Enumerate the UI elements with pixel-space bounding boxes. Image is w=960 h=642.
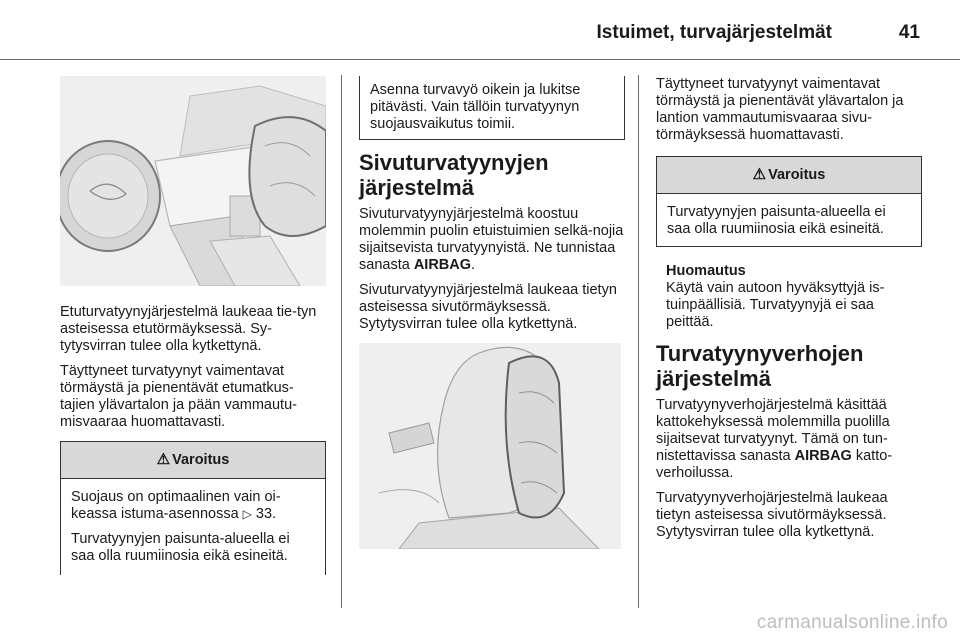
warning-text-1-body: Suojaus on optimaalinen vain oi-keassa istuma-asennossa — [71, 489, 281, 522]
warning-header — [61, 441, 325, 479]
warning-triangle-icon: ⚠ — [752, 166, 767, 183]
front-airbag-paragraph-1: Etuturvatyynyjärjestelmä laukeaa tie-tyn asteisessa etutörmäyksessä. Sy-tytysvirran tulee olla kytkettynä. — [60, 304, 317, 354]
curtain-airbag-heading: Turvatyynyverhojen järjestelmä — [656, 341, 864, 391]
side-airbag-heading: Sivuturvatyynyjen järjestelmä — [359, 150, 549, 200]
side-airbag-seat-illustration-icon — [359, 343, 621, 549]
note-title: Huomautus — [666, 263, 746, 279]
front-airbag-illustration-icon — [60, 76, 326, 286]
page-reference-arrow-icon: ▷ — [242, 507, 252, 521]
page-number: 41 — [898, 22, 920, 43]
warning-box-col3 — [656, 156, 922, 247]
column-divider-1 — [341, 75, 342, 608]
column-3 — [656, 76, 922, 549]
watermark: carmanualsonline.info — [756, 612, 948, 633]
note-block — [656, 263, 922, 331]
curtain-airbag-paragraph-2: Turvatyynyverhojärjestelmä laukeaa tietyn asteisessa sivutörmäyksessä. Sytytysvirran tulee olla kytkettynä. — [656, 490, 888, 540]
airbag-label: AIRBAG — [413, 257, 472, 273]
warning-header — [657, 156, 921, 194]
note-text: Käytä vain autoon hyväksyttyjä is-tuinpäällisiä. Turvatyynyjä ei saa peittää. — [666, 280, 885, 330]
warning-box-col1 — [60, 441, 326, 575]
warning-ref-page[interactable]: 33. — [251, 506, 277, 522]
warning-title: Varoitus — [172, 452, 230, 468]
curtain-airbag-paragraph-1-end: katto-verhoilussa. — [656, 448, 893, 481]
column-1 — [60, 76, 326, 585]
running-header-title: Istuimet, turvajärjestelmät — [596, 22, 832, 43]
seatbelt-note-text: Asenna turvavyö oikein ja lukitse pitävästi. Vain tällöin turvatyynyn suojausvaikutus toimii. — [370, 82, 581, 132]
curtain-airbag-paragraph-1 — [656, 397, 922, 482]
warning-text-1 — [71, 489, 315, 523]
side-airbag-paragraph-3: Täyttyneet turvatyynyt vaimentavat törmäystä ja pienentävät ylävartalon ja lantion vammautumisvaaraa sivu-törmäyksessä huomattavasti. — [656, 76, 904, 143]
column-divider-2 — [638, 75, 639, 608]
front-airbag-paragraph-2: Täyttyneet turvatyynyt vaimentavat törmäystä ja pienentävät etumatkus-tajien ylävartalon ja pään vammautu-misvaaraa huomattavasti. — [60, 363, 297, 430]
warning-triangle-icon: ⚠ — [156, 451, 171, 468]
side-airbag-paragraph-2: Sivuturvatyynyjärjestelmä laukeaa tietyn asteisessa sivutörmäyksessä. Sytytysvirran tulee olla kytkettynä. — [359, 282, 617, 332]
column-2 — [359, 76, 625, 549]
side-airbag-paragraph-1-end: . — [471, 257, 476, 273]
warning-text-2: Turvatyynyjen paisunta-alueella ei saa olla ruumiinosia eikä esineitä. — [71, 531, 290, 564]
seatbelt-note-box — [359, 76, 625, 140]
header-rule — [0, 59, 960, 60]
warning-title: Varoitus — [768, 167, 826, 183]
side-airbag-paragraph-1-body: Sivuturvatyynyjärjestelmä koostuu molemmin puolin etuistuimien selkä-nojia sijaitsevista turvatyynyistä. Ne tunnistaa sanasta — [359, 206, 624, 273]
curtain-airbag-paragraph-1-body: Turvatyynyverhojärjestelmä käsittää kattokehyksessä molemmilla puolilla sijaitsevat turvatyynyt. Tämä on tun-nistettavissa sanasta — [656, 397, 890, 464]
warning-text: Turvatyynyjen paisunta-alueella ei saa olla ruumiinosia eikä esineitä. — [667, 204, 886, 237]
side-airbag-paragraph-1 — [359, 206, 625, 274]
airbag-label: AIRBAG — [794, 448, 852, 464]
